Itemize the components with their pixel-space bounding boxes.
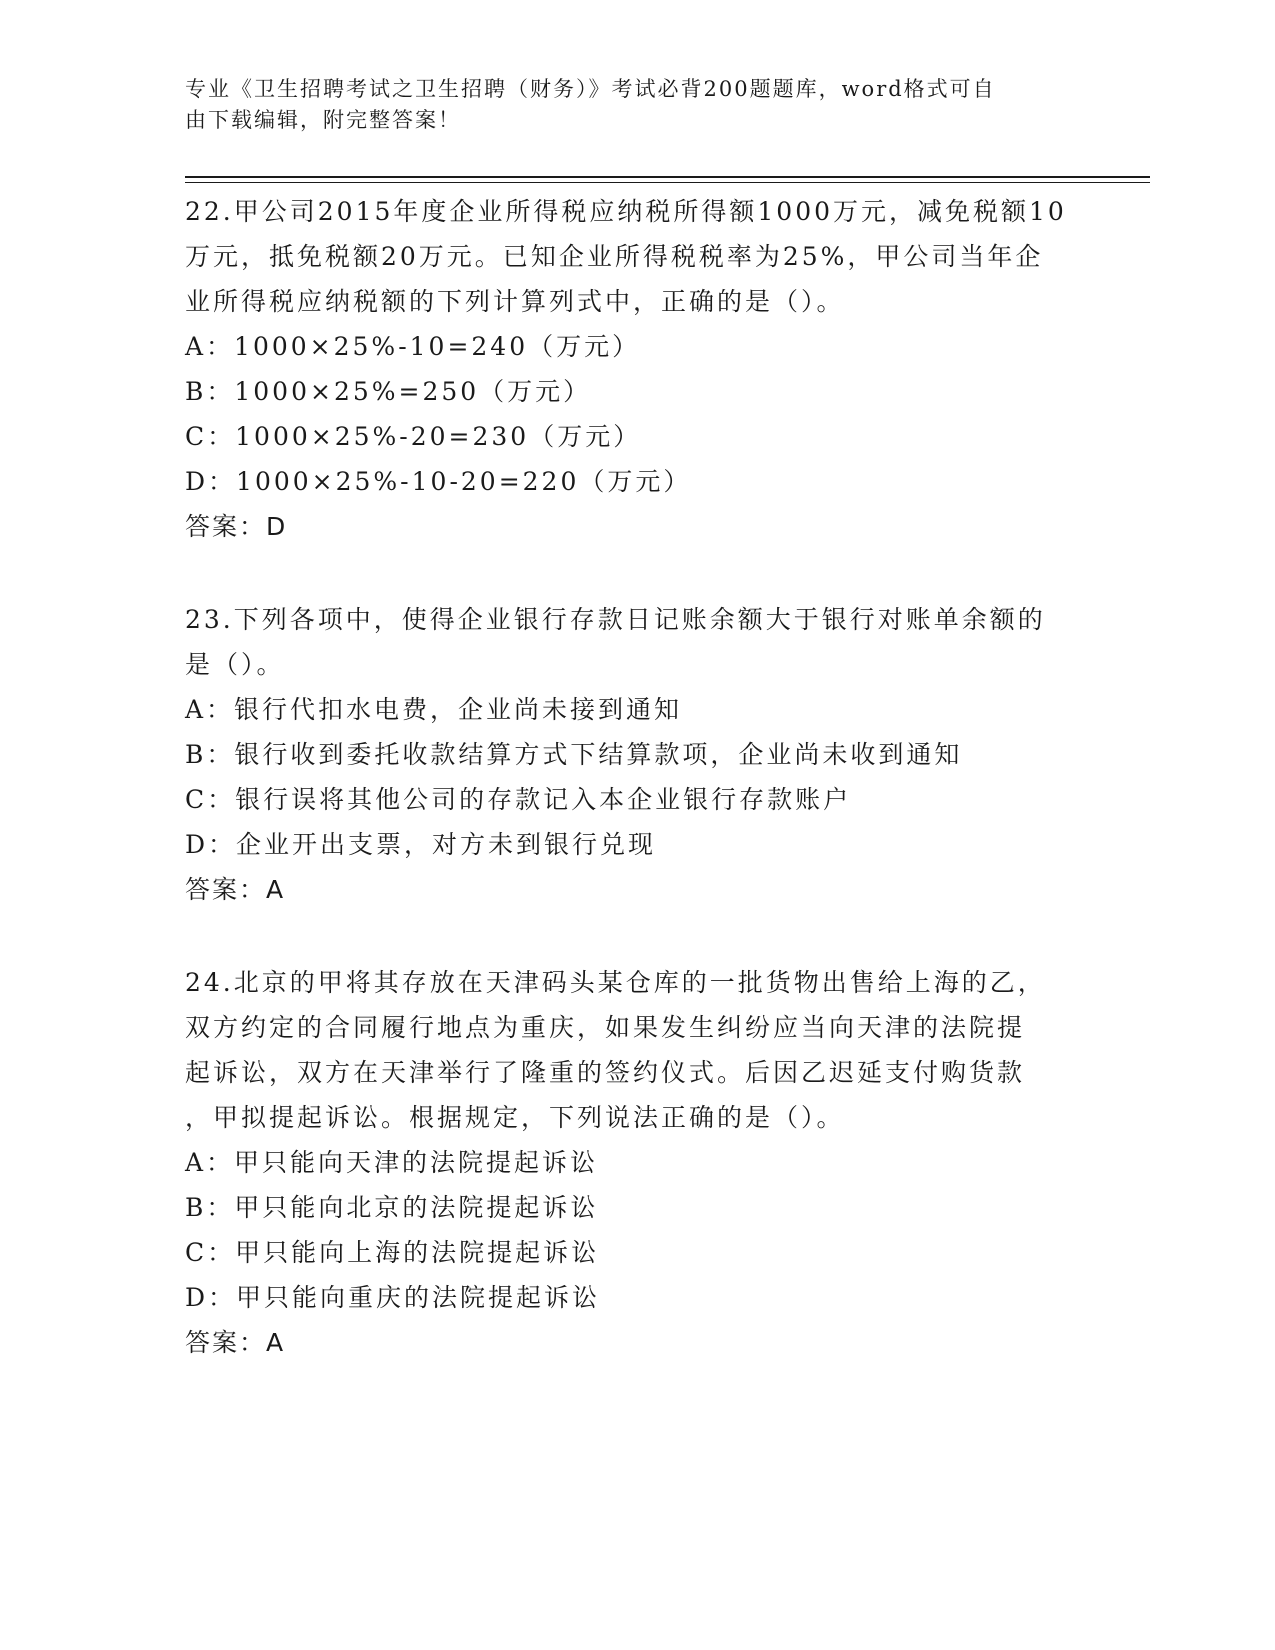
option-a: A：1000×25%-10=240（万元） (185, 332, 641, 361)
option-b: B：甲只能向北京的法院提起诉讼 (185, 1193, 599, 1222)
question-stem-line: 24.北京的甲将其存放在天津码头某仓库的一批货物出售给上海的乙， (185, 968, 1046, 997)
option-d: D：企业开出支票，对方未到银行兑现 (185, 830, 657, 859)
option-b: B：银行收到委托收款结算方式下结算款项，企业尚未收到通知 (185, 740, 963, 769)
question-23 (185, 597, 1085, 912)
option-d: D：1000×25%-10-20=220（万元） (185, 467, 692, 496)
question-24 (185, 960, 1085, 1365)
option-c: C：银行误将其他公司的存款记入本企业银行存款账户 (185, 785, 852, 814)
question-22 (185, 189, 1085, 549)
header-divider-thick (185, 176, 1150, 178)
answer-line: 答案：A (185, 875, 286, 904)
header-line-1: 专业《卫生招聘考试之卫生招聘（财务）》考试必背200题题库，word格式可自 (185, 77, 996, 101)
question-stem-line: 22.甲公司2015年度企业所得税应纳税所得额1000万元，减免税额10 (185, 197, 1067, 226)
question-stem-line: 是（）。 (185, 650, 285, 679)
header-line-2: 由下载编辑，附完整答案！ (185, 108, 461, 132)
header-divider-thin (185, 182, 1150, 183)
option-c: C：1000×25%-20=230（万元） (185, 422, 642, 451)
option-b: B：1000×25%=250（万元） (185, 377, 592, 406)
question-stem-line: 23.下列各项中，使得企业银行存款日记账余额大于银行对账单余额的 (185, 605, 1046, 634)
option-a: A：银行代扣水电费，企业尚未接到通知 (185, 695, 683, 724)
option-c: C：甲只能向上海的法院提起诉讼 (185, 1238, 600, 1267)
question-stem-line: 起诉讼，双方在天津举行了隆重的签约仪式。后因乙迟延支付购货款 (185, 1058, 1026, 1087)
answer-line: 答案：A (185, 1328, 286, 1357)
document-header (185, 74, 1075, 136)
answer-line: 答案：D (185, 512, 288, 541)
question-stem-line: 业所得税应纳税额的下列计算列式中，正确的是（）。 (185, 287, 845, 316)
question-stem-line: 双方约定的合同履行地点为重庆，如果发生纠纷应当向天津的法院提 (185, 1013, 1026, 1042)
option-a: A：甲只能向天津的法院提起诉讼 (185, 1148, 599, 1177)
question-stem-line: ，甲拟提起诉讼。根据规定，下列说法正确的是（）。 (185, 1103, 845, 1132)
option-d: D：甲只能向重庆的法院提起诉讼 (185, 1283, 601, 1312)
question-stem-line: 万元，抵免税额20万元。已知企业所得税税率为25%，甲公司当年企 (185, 242, 1044, 271)
